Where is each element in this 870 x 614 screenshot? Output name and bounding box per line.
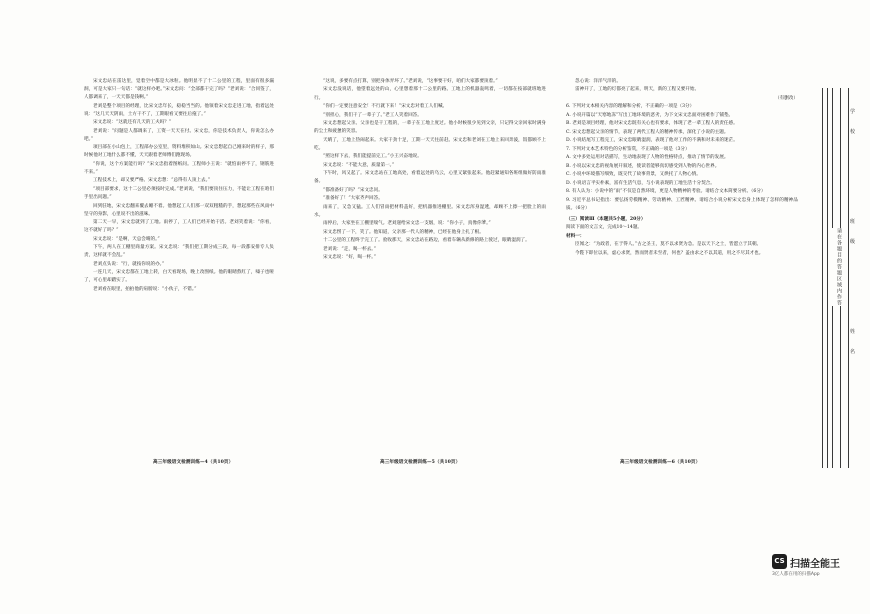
paragraph: “照这样下去，我们能提前完工。”小王兴奋地说。 [323,154,422,160]
paragraph: 6. 下列对文本相关内容的理解和分析，不正确的一项是（3分） [566,104,695,110]
paragraph: “你们一定要注意安全！不行就下来！”宋文忠对着工人们喊。 [323,104,448,110]
page-footer-5: 高三年级语文检测训练—5（共10页） [380,460,461,465]
paragraph: 臣闻之：“为政者，在于得人。”古之圣王，莫不以求贤为急。是以天下之士，皆愿立于其朝。 [575,242,762,248]
paragraph: 一连几天，宋文忠都在工地上转，白天看现场，晚上改图纸。他的眼睛熬红了，嗓子也哑了，可心里却踏实了。 [84,270,274,284]
paragraph: B. 小说以宋文忠的视角展开叙述，使读者能够真切感受到人物的内心世界。 [566,163,720,169]
section-title: （三）阅读Ⅲ（本题共5小题，20分） [566,216,646,222]
paragraph: 项目部在小山包上，工程部办公室里，资料堆积如山。宋文忠想起自己刚来时的样子，那时候他对工地什么都不懂，天天跟着老师傅们跑现场。 [84,145,274,159]
binding-char: 班 [850,219,856,225]
paragraph: 宋文忠说：“这就还有几天的工夫吗？” [93,120,172,126]
paragraph: 雨停后，大家坐在工棚里喘气。老刘递给宋文忠一支烟，说：“你小子，真像你爹。” [323,221,491,227]
paragraph: 老刘是整个项目的经理，比宋文忠年长，稳稳当当的。他领着宋文忠走进工地，指着远处说：“这几天天阴雨，土方干不了，工期眼看又要往后拖了。” [84,103,274,117]
paragraph: 下午，两人在工棚里商量方案。宋文忠说：“我们把工期分成三段，每一段都安排专人负责，这样就不会乱。” [84,245,274,259]
paragraph: 宋文忠说：“不能大意，质量第一。” [323,162,395,168]
source-tag: （有删改） [775,95,798,101]
binding-char: 级 [850,239,856,245]
paragraph: 宋文忠说：“是啊，天总会晴的。” [93,236,160,242]
paragraph: 宋文忠站在雷达里，觉着空中都是大冰粒。他明显不了十二公里的工程，里面有很多漏洞，可是大家只一句话：“就这样办吧。”宋文忠问：“全部都干完了吗？”老刘说：“合同签了，人都调来了，一天天都是钱啊。” [84,79,274,101]
paragraph: “别担心，我们干了一辈子了。”老工人笑着回答。 [323,112,422,118]
binding-char: 校 [850,129,856,135]
page-footer-6: 高三年级语文检测训练—6（共10页） [620,460,701,465]
paragraph: B. 老刘是项目经理，他对宋文忠既有关心也有要求，体现了老一辈工程人的责任感。 [566,121,738,127]
paragraph: “项目部要求，这十二公里必须按时完成。”老刘说，“我们要顶住压力，不能让工程在咱们手里出问题。” [84,186,274,201]
watermark-name: 扫描全能王 [790,559,840,570]
paragraph: 9. 习近平总书记指出：要弘扬劳模精神、劳动精神、工匠精神。请结合小说分析宋文忠身上体现了怎样的精神品质。（6分） [566,197,798,211]
paragraph: 工程技术上，却又要严格。宋文忠想：“总得有人顶上去。” [93,178,211,184]
paragraph: 老刘说：“走，喝一杯去。” [323,246,376,252]
paragraph: D. 小说结尾写工程完工，宋文忠眼睛湿润，表现了他对工作的不满和对未来的迷茫。 [566,138,738,144]
paragraph: “都准备好了吗？”宋文忠问。 [323,187,383,193]
paragraph: D. 小说语言平实朴素，富有生活气息，与小说表现的工地生活十分契合。 [566,180,715,186]
paragraph: 老刘点头说：“行，就按你说的办。” [93,261,165,267]
column-3 [566,78,798,450]
paragraph: 十二公里的工程终于完工了。验收那天，宋文忠站在路边，看着车辆从新修的路上驶过，眼睛湿润了。 [323,238,530,244]
paragraph: “你说，这个方案能行吗？”宋文忠指着图纸问。工程师小王说：“就怕雨停不了，钢筋进不来。” [84,161,274,175]
paragraph: C. 宋文忠想起父亲的情节，表现了两代工程人的精神传承，深化了小说的主题。 [566,129,729,135]
paragraph: 雷神开了，工地的灯都亮了起来，明天，新的工程又要开始。 [575,87,700,93]
column-1 [84,78,274,450]
paragraph: 雨来了，又急又猛。工人们冒雨把材料盖好，把机器推进棚里。宋文忠浑身湿透，却顾不上擦一把脸上的雨水。 [314,204,546,218]
binding-char: 姓 [850,329,856,335]
paragraph: A. 小说开篇以“天寒地冻”写出工地环境的恶劣，为下文宋文忠面对困难作了铺垫。 [566,112,734,118]
paragraph: 第二天一早，宋文忠就到了工地。雨停了，工人们已经开始干活。老刘笑着说：“你看，这不就好了吗？” [84,220,274,234]
paragraph: 宋文忠愣了一下，笑了。他知道，父亲那一代人的精神，已经在他身上扎了根。 [323,229,484,235]
paragraph: C. 小说中环境描写细致，既交代了故事背景，又烘托了人物心情。 [566,172,701,178]
paragraph: 7. 下列对文本艺术特色的分析鉴赏，不正确的一项是（3分） [566,146,690,152]
binding-char: 学 [850,109,856,115]
paragraph: “准备好了！”大家齐声回答。 [323,196,383,202]
paragraph: 8. 有人认为：小说中的“雨”不仅是自然环境，更是人物精神的考验。请结合文本简要分析。（6分） [566,189,766,195]
binding-vertical-text: 请在各题目的答题区域内作答 [832,228,842,306]
paragraph: A. 文中多处运用对话描写，生动地表现了人物的性格特点，推动了情节的发展。 [566,155,729,161]
binding-char: 名 [850,349,856,355]
camscanner-icon: CS [772,554,787,569]
binding-lines [818,88,866,468]
paragraph: 老刘说：“问题是人都调来了，工资一天天在付。宋文忠，你是技术负责人，你说怎么办吧。” [84,128,274,142]
page-footer-4: 高三年级语文检测训练—4（共10页） [153,460,234,465]
material-label: 材料一： [566,233,585,239]
watermark-subtitle: 3亿人都在用的扫描App [772,572,820,577]
column-2 [314,78,546,450]
paragraph: 宋文忠想起父亲。父亲也是干工程的，一辈子在工地上度过。他小时候很少见到父亲，只记得父亲回家时满身的尘土和疲惫的笑容。 [314,121,546,135]
paragraph: 天晴了，工地上热闹起来。大家干劲十足，工期一天天往前赶。宋文忠和老刘在工地上来回奔波，饭都顾不上吃。 [314,137,546,151]
camscanner-watermark [772,553,864,581]
paragraph: 宋文忠说：“好，喝一杯。” [323,255,376,261]
paragraph: “这说，多要有点打算，别把身体弄坏了。”老刘说，“这事要干好，咱们大家都要顶着。” [323,79,498,84]
paragraph: 忽心说：洋洋气洋的。 [575,79,621,84]
paragraph: 今陛下即位以来，虚心求贤，然而贤者未至者，何也？盖由求之不以其道，用之不尽其才也。 [575,250,764,256]
paragraph: 宋文忠没说话，他望着远处的山，心里想着那十二公里的路。工地上的机器轰鸣着，一切都在按部就班地进行。 [314,87,546,101]
paragraph: 下午时，风又起了。宋文忠站在工地高处，看着远处的乌云，心里又紧张起来。他赶紧通知各班组做好防雨准备。 [314,171,546,185]
paragraph: 老刘看在眼里，拍拍他的肩膀说：“小伙子，不错。” [93,286,197,292]
section-intro: 阅读下面的文言文，完成10～14题。 [566,225,643,231]
paragraph: 回到驻地，宋文忠翻来覆去睡不着。他想起工人们那一双双粗糙的手，想起那些在风雨中坚守的身影，心里说不出的滋味。 [84,203,274,217]
